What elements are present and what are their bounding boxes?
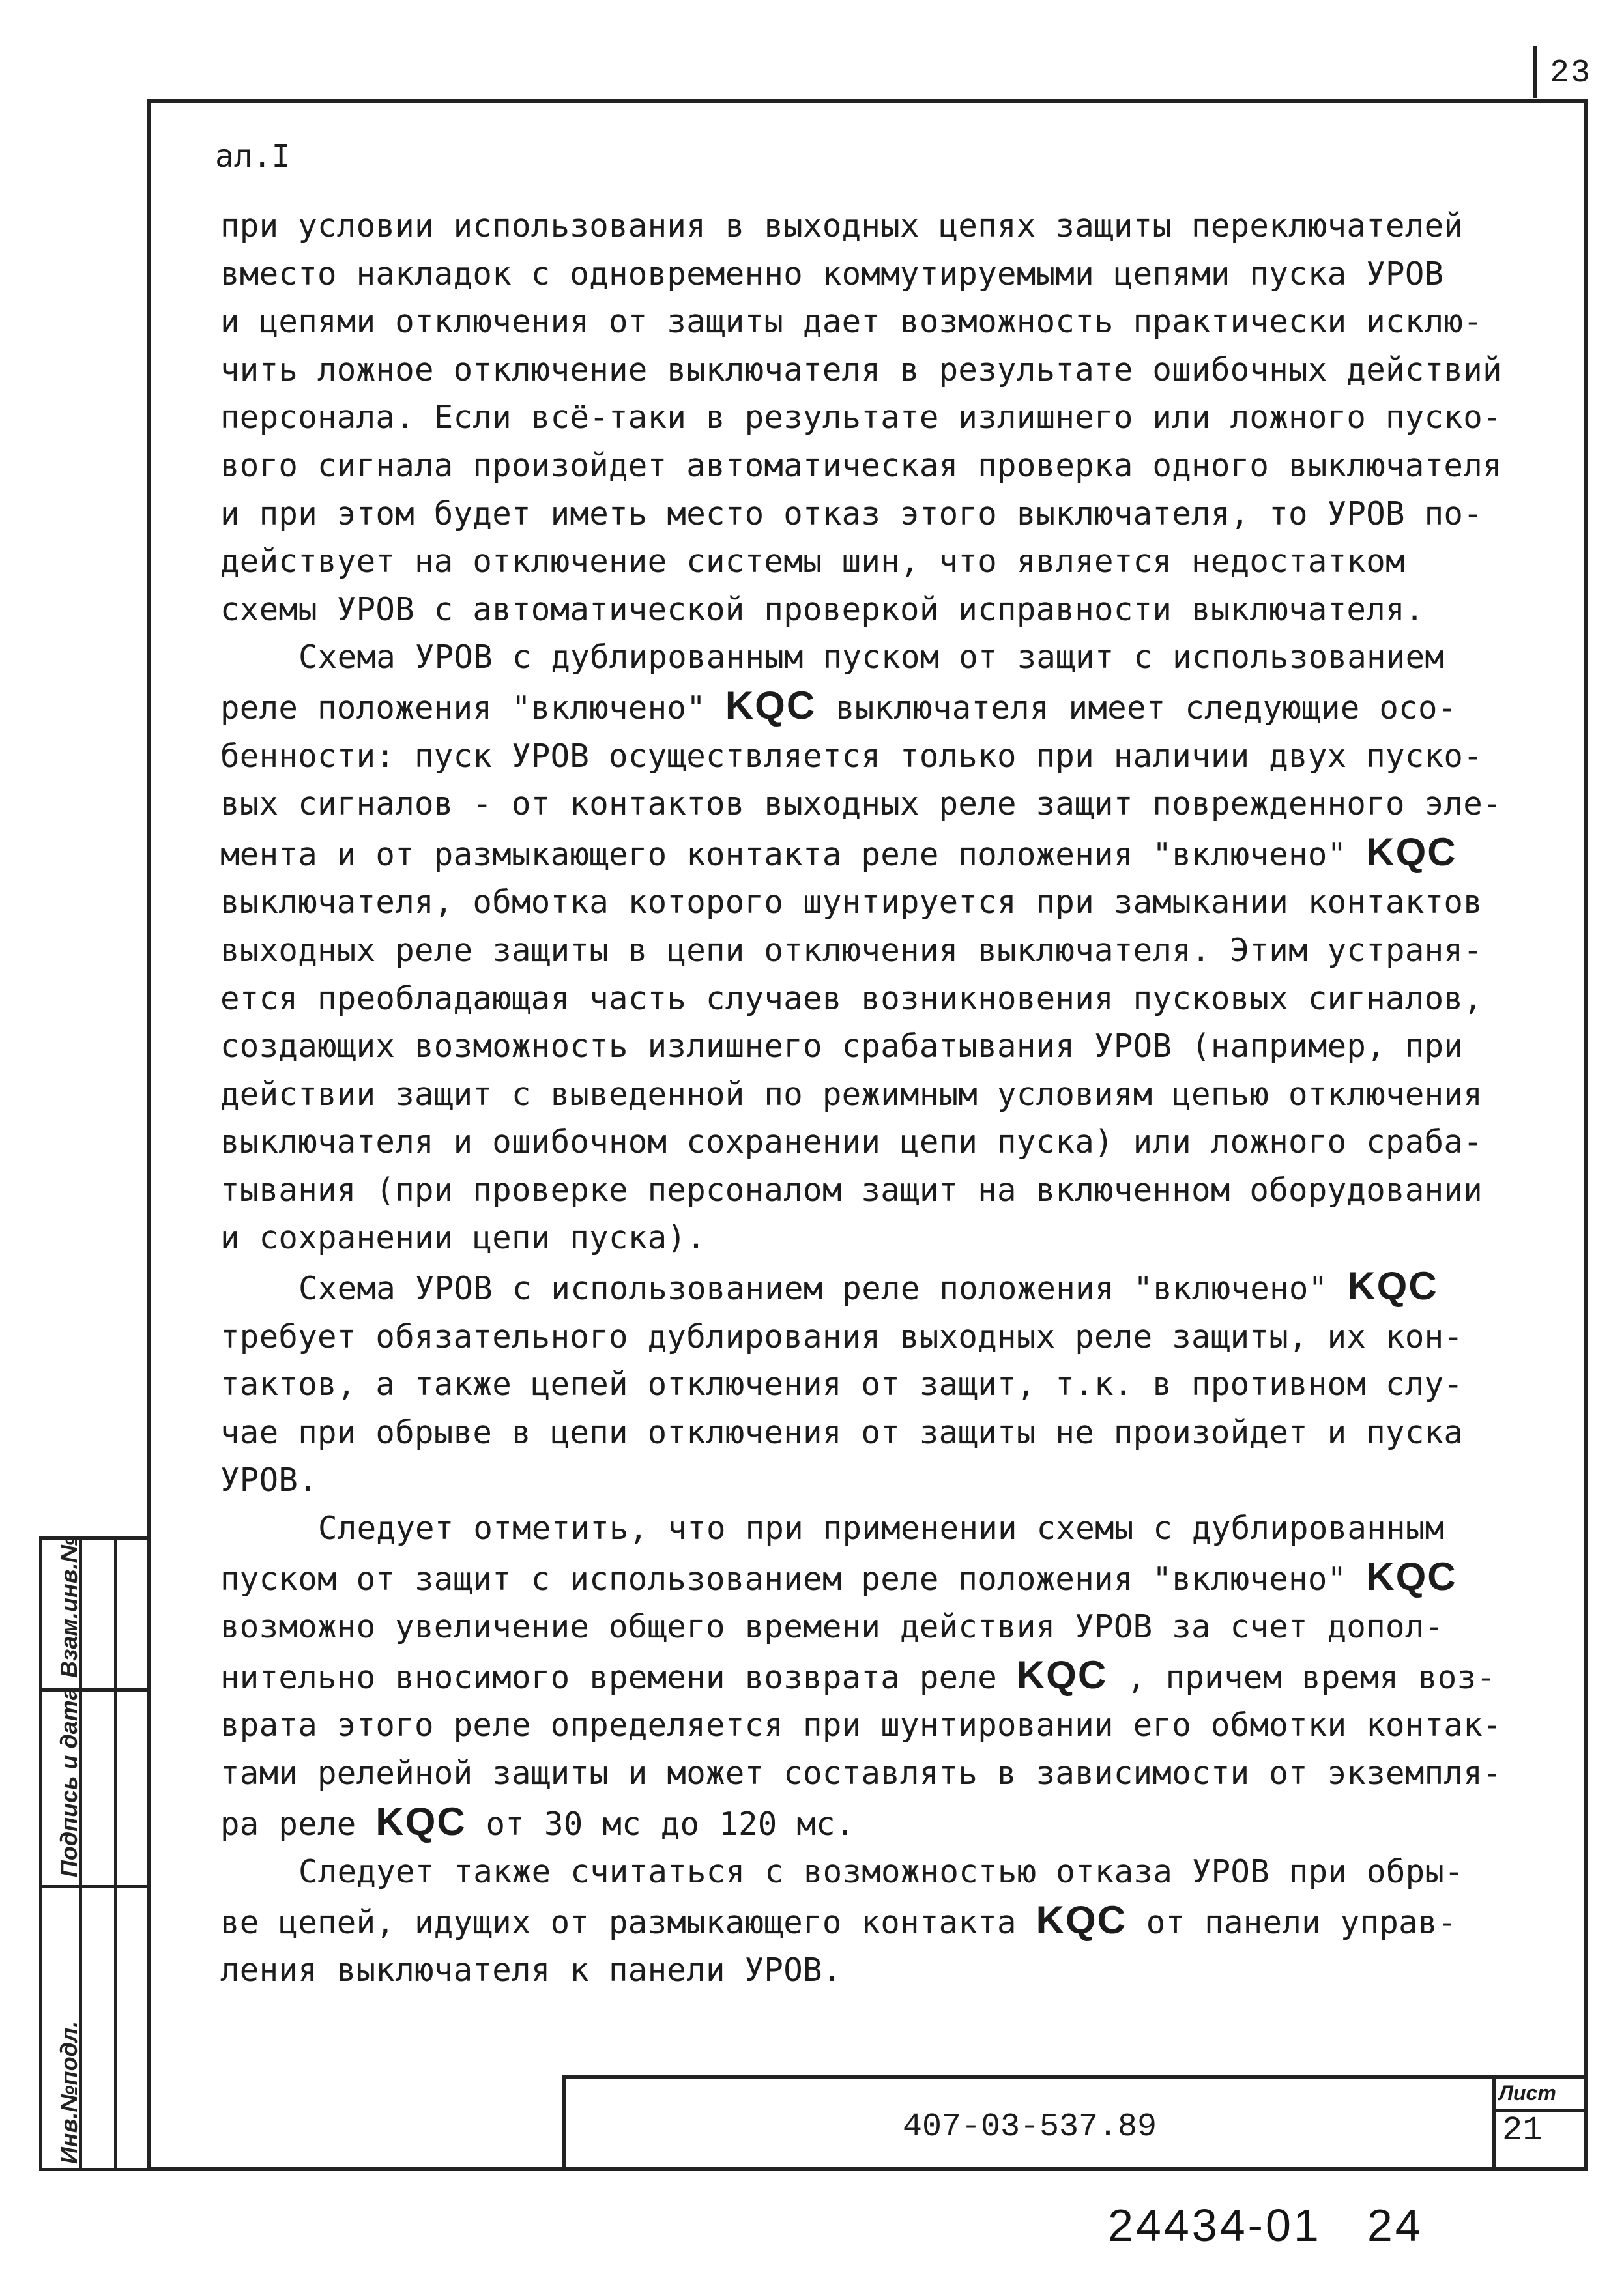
stamp-labels <box>46 1536 92 2174</box>
text-line: мента и от размыкающего контакта реле положения "включено" KQC <box>220 829 1457 874</box>
text-line: чае при обрыве в цепи отключения от защиты не произойдет и пуска <box>220 1413 1464 1451</box>
text-line: ве цепей, идущих от размыкающего контакта KQC от панели управ- <box>220 1897 1457 1942</box>
text-line: ления выключателя к панели УРОВ. <box>220 1952 842 1989</box>
text-line: тактов, а также цепей отключения от защит, т.к. в противном слу- <box>220 1366 1464 1404</box>
relay-designation: KQC <box>375 1799 467 1843</box>
text-line: требует обязательного дублирования выходных реле защиты, их кон- <box>220 1318 1464 1355</box>
text-line: чить ложное отключение выключателя в результате ошибочных действий <box>220 351 1502 388</box>
relay-designation: KQC <box>1016 1652 1108 1697</box>
text-line: выключателя и ошибочном сохранении цепи пуска) или ложного сраба- <box>220 1123 1483 1161</box>
paragraph <box>220 1262 1556 1505</box>
relay-designation: KQC <box>1347 1264 1438 1308</box>
text-line: персонала. Если всё-таки в результате излишнего или ложного пуско- <box>220 399 1502 437</box>
sheet-number: 21 <box>1502 2111 1543 2150</box>
relay-designation: KQC <box>1366 1554 1457 1598</box>
text-line: реле положения "включено" KQC выключателя имеет следующие осо- <box>220 683 1457 727</box>
text-line: Следует также считаться с возможностью отказа УРОВ при обры- <box>298 1853 1464 1891</box>
text-line: тами релейной защиты и может составлять в зависимости от экземпля- <box>220 1755 1502 1792</box>
handwritten-inventory-number <box>1108 2199 1423 2251</box>
paragraph <box>220 1848 1556 1995</box>
text-line: Схема УРОВ с использованием реле положения "включено" KQC <box>298 1264 1438 1308</box>
text-line: пуском от защит с использованием реле положения "включено" KQC <box>220 1554 1457 1598</box>
text-line: действии защит с выведенной по режимным условиям цепью отключения <box>220 1075 1483 1113</box>
text-line: врата этого реле определяется при шунтировании его обмотки контак- <box>220 1707 1502 1744</box>
relay-designation: KQC <box>725 683 817 727</box>
text-line: ется преобладающая часть случаев возникновения пусковых сигналов, <box>220 979 1483 1017</box>
text-line: Следует отметить, что при применении схемы с дублированным <box>318 1510 1445 1548</box>
text-line: вых сигналов - от контактов выходных реле защит поврежденного эле- <box>220 785 1502 823</box>
text-line: выключателя, обмотка которого шунтируется при замыкании контактов <box>220 884 1483 921</box>
stamp-label-inv-podl: Инв.№подл. <box>55 2021 82 2164</box>
text-line: и при этом будет иметь место отказ этого выключателя, то УРОВ по- <box>220 495 1483 532</box>
text-line: вместо накладок с одновременно коммутируемыми цепями пуска УРОВ <box>220 255 1444 293</box>
paragraph <box>220 202 1556 633</box>
text-line: и цепями отключения от защиты дает возможность практически исклю- <box>220 303 1483 341</box>
stamp-label-vzam-inv: Взам.инв.№ <box>55 1536 82 1678</box>
title-block-divider <box>1492 2075 1496 2171</box>
text-line: вого сигнала произойдет автоматическая проверка одного выключателя <box>220 446 1502 484</box>
relay-designation: KQC <box>1036 1897 1127 1942</box>
section-heading: ал.I <box>215 138 291 175</box>
text-line: и сохранении цепи пуска). <box>220 1219 706 1257</box>
handwritten-code: 24434-01 <box>1108 2200 1322 2251</box>
text-line: нительно вносимого времени возврата реле KQC , причем время воз- <box>220 1652 1496 1697</box>
text-line: ра реле KQC от 30 мс до 120 мс. <box>220 1799 855 1843</box>
text-line: возможно увеличение общего времени действия УРОВ за счет допол- <box>220 1608 1444 1646</box>
text-line: Схема УРОВ с дублированным пуском от защит с использованием <box>298 639 1445 676</box>
text-line: выходных реле защиты в цепи отключения выключателя. Этим устраня- <box>220 931 1483 969</box>
paragraph <box>220 633 1556 1262</box>
stamp-label-signature-date: Подпись и дата <box>55 1687 82 1877</box>
text-line: при условии использования в выходных цепях защиты переключателей <box>220 207 1464 244</box>
text-line: действует на отключение системы шин, что является недостатком <box>220 543 1405 581</box>
left-stamp-column <box>39 1536 147 2171</box>
text-line: бенности: пуск УРОВ осуществляется только при наличии двух пуско- <box>220 737 1483 775</box>
paragraph <box>220 1505 1556 1848</box>
document-code: 407-03-537.89 <box>902 2109 1157 2146</box>
handwritten-page: 24 <box>1367 2200 1423 2251</box>
sheet-label: Лист <box>1499 2081 1556 2105</box>
text-line: тывания (при проверке персоналом защит на включенном оборудовании <box>220 1171 1483 1209</box>
text-line: создающих возможность излишнего срабатывания УРОВ (например, при <box>220 1028 1464 1065</box>
relay-designation: KQC <box>1366 829 1457 874</box>
page-number: 23 <box>1550 55 1592 92</box>
document-body <box>220 202 1556 1995</box>
text-line: УРОВ. <box>220 1462 318 1499</box>
page-number-tick <box>1533 46 1537 98</box>
text-line: схемы УРОВ с автоматической проверкой исправности выключателя. <box>220 590 1425 628</box>
